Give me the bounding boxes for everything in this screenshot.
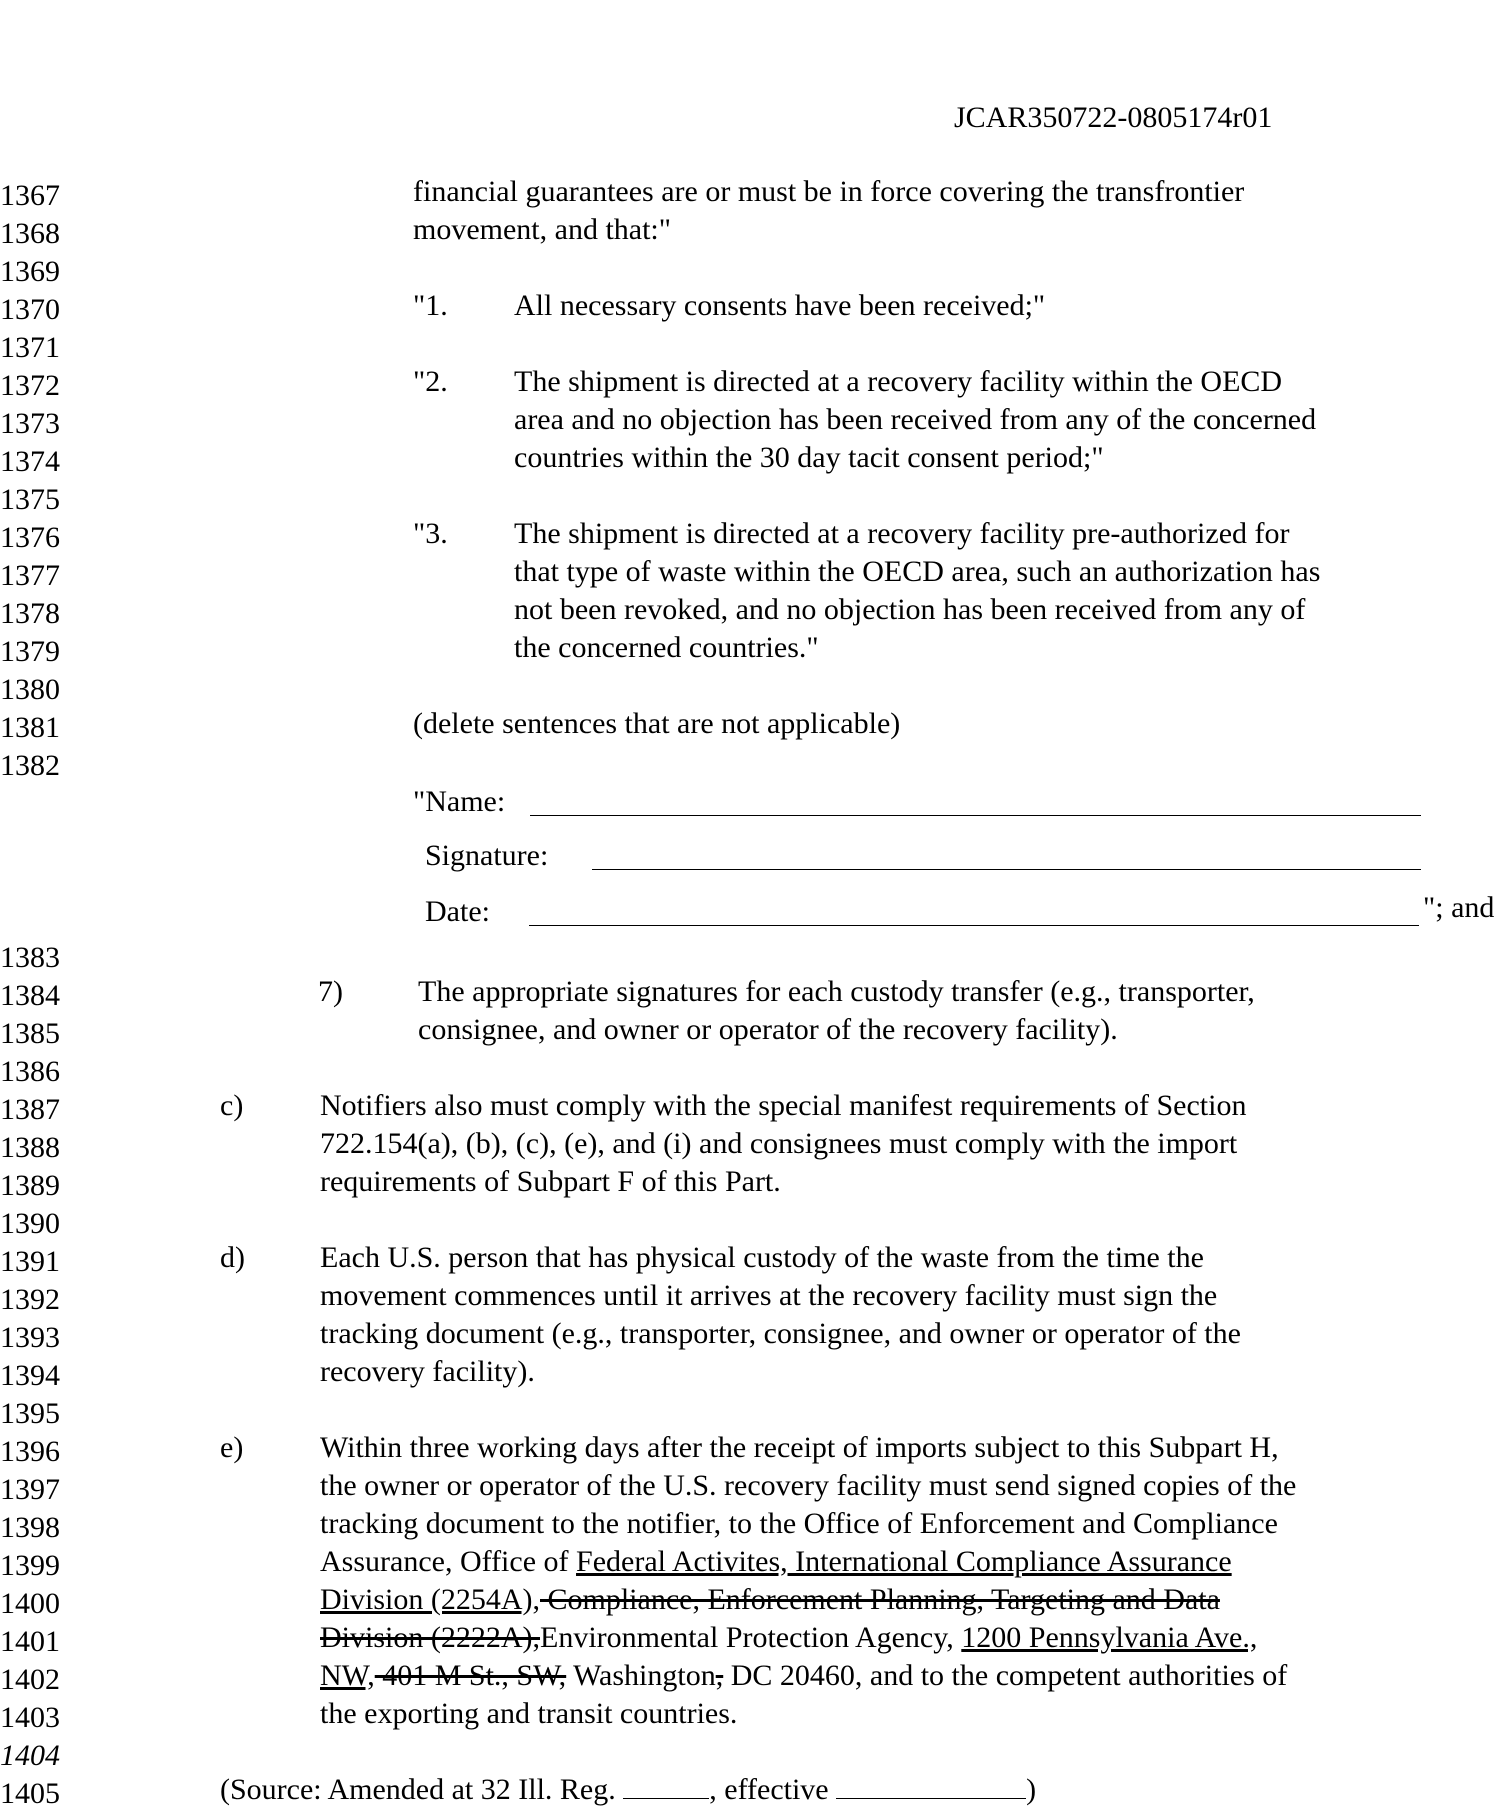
line-number: 1399 — [0, 1549, 60, 1582]
inserted-text: Federal Activites, International Compliance Assurance — [576, 1545, 1232, 1578]
inserted-text: NW, — [320, 1659, 375, 1692]
item-text: area and no objection has been received from any of the concerned — [514, 403, 1317, 436]
date-label: Date: — [425, 895, 490, 928]
paragraph-line — [320, 1582, 1220, 1618]
paragraph-label: c) — [220, 1089, 244, 1122]
inserted-text: Division (2254A), — [320, 1583, 540, 1616]
plain-text: Washington — [566, 1659, 716, 1692]
line-number: 1396 — [0, 1435, 60, 1468]
line-number: 1397 — [0, 1473, 60, 1506]
signature-line[interactable] — [592, 869, 1421, 870]
line-number: 1389 — [0, 1169, 60, 1202]
line-number: 1395 — [0, 1397, 60, 1430]
item-text: the concerned countries." — [514, 631, 819, 664]
paragraph-line: Notifiers also must comply with the special manifest requirements of Section — [320, 1089, 1247, 1122]
line-number: 1391 — [0, 1245, 60, 1278]
line-number: 1398 — [0, 1511, 60, 1544]
deleted-text: Compliance, Enforcement Planning, Targeting and Data — [540, 1583, 1220, 1616]
line-number: 1378 — [0, 597, 60, 630]
date-line[interactable] — [529, 925, 1419, 926]
line-number: 1377 — [0, 559, 60, 592]
item-number: 7) — [318, 975, 343, 1008]
source-text: (Source: Amended at 32 Ill. Reg. — [220, 1773, 624, 1806]
line-number: 1403 — [0, 1701, 60, 1734]
line-number: 1375 — [0, 483, 60, 516]
intro-line: movement, and that:" — [413, 213, 672, 246]
item-number: "2. — [413, 365, 448, 398]
intro-line: financial guarantees are or must be in force covering the transfrontier — [413, 175, 1245, 208]
line-number: 1387 — [0, 1093, 60, 1126]
deleted-text: Division (2222A), — [320, 1621, 540, 1654]
plain-text: DC 20460, and to the competent authorities of — [723, 1659, 1288, 1692]
paragraph-line: 722.154(a), (b), (c), (e), and (i) and consignees must comply with the import — [320, 1127, 1238, 1160]
name-line[interactable] — [530, 815, 1421, 816]
line-number: 1371 — [0, 331, 60, 364]
line-number: 1385 — [0, 1017, 60, 1050]
line-number: 1369 — [0, 255, 60, 288]
item-number: "3. — [413, 517, 448, 550]
line-number: 1368 — [0, 217, 60, 250]
item-text: countries within the 30 day tacit consent period;" — [514, 441, 1104, 474]
line-number: 1383 — [0, 941, 60, 974]
name-label: "Name: — [413, 785, 506, 818]
line-number: 1384 — [0, 979, 60, 1012]
line-number: 1405 — [0, 1777, 60, 1810]
line-number: 1386 — [0, 1055, 60, 1088]
paragraph-line: requirements of Subpart F of this Part. — [320, 1165, 781, 1198]
document-id: JCAR350722-0805174r01 — [954, 101, 1273, 134]
register-blank[interactable] — [623, 1772, 709, 1799]
line-number: 1367 — [0, 179, 60, 212]
line-number: 1372 — [0, 369, 60, 402]
paragraph-line — [320, 1658, 1287, 1694]
paragraph-line — [320, 1544, 1232, 1580]
source-text: ) — [1026, 1773, 1037, 1806]
line-number: 1401 — [0, 1625, 60, 1658]
deleted-text: , — [715, 1659, 724, 1692]
delete-note: (delete sentences that are not applicable) — [413, 707, 901, 740]
plain-text: Environmental Protection Agency, — [540, 1621, 962, 1654]
line-number: 1392 — [0, 1283, 60, 1316]
paragraph-line: Each U.S. person that has physical custody of the waste from the time the — [320, 1241, 1204, 1274]
date-suffix: "; and — [1423, 891, 1495, 924]
signature-label: Signature: — [425, 839, 549, 872]
effective-date-blank[interactable] — [836, 1772, 1026, 1799]
line-number: 1370 — [0, 293, 60, 326]
paragraph-line — [320, 1620, 1257, 1656]
line-number: 1390 — [0, 1207, 60, 1240]
line-number: 1374 — [0, 445, 60, 478]
item-text: that type of waste within the OECD area, such an authorization has — [514, 555, 1321, 588]
paragraph-label: d) — [220, 1241, 245, 1274]
plain-text: Assurance, Office of — [320, 1545, 577, 1578]
line-number: 1382 — [0, 749, 60, 782]
item-text: All necessary consents have been received;" — [514, 289, 1046, 322]
line-number: 1404 — [0, 1739, 60, 1772]
line-number: 1402 — [0, 1663, 60, 1696]
line-number: 1379 — [0, 635, 60, 668]
paragraph-line: tracking document to the notifier, to the Office of Enforcement and Compliance — [320, 1507, 1278, 1540]
item-text: The appropriate signatures for each custody transfer (e.g., transporter, — [418, 975, 1255, 1008]
line-number: 1400 — [0, 1587, 60, 1620]
inserted-text: 1200 Pennsylvania Ave., — [961, 1621, 1258, 1654]
paragraph-line: the exporting and transit countries. — [320, 1697, 738, 1730]
paragraph-line: Within three working days after the receipt of imports subject to this Subpart H, — [320, 1431, 1279, 1464]
deleted-text: 401 M St., SW, — [374, 1659, 567, 1692]
line-number: 1381 — [0, 711, 60, 744]
paragraph-line: the owner or operator of the U.S. recovery facility must send signed copies of the — [320, 1469, 1297, 1502]
item-text: The shipment is directed at a recovery facility within the OECD — [514, 365, 1283, 398]
item-text: The shipment is directed at a recovery facility pre-authorized for — [514, 517, 1290, 550]
item-number: "1. — [413, 289, 448, 322]
paragraph-line: movement commences until it arrives at the recovery facility must sign the — [320, 1279, 1218, 1312]
source-text: , effective — [709, 1773, 837, 1806]
paragraph-line: tracking document (e.g., transporter, consignee, and owner or operator of the — [320, 1317, 1241, 1350]
source-note — [220, 1772, 1036, 1808]
line-number: 1376 — [0, 521, 60, 554]
item-text: consignee, and owner or operator of the recovery facility). — [418, 1013, 1118, 1046]
item-text: not been revoked, and no objection has been received from any of — [514, 593, 1306, 626]
line-number: 1388 — [0, 1131, 60, 1164]
line-number: 1393 — [0, 1321, 60, 1354]
line-number: 1373 — [0, 407, 60, 440]
paragraph-line: recovery facility). — [320, 1355, 535, 1388]
line-number: 1380 — [0, 673, 60, 706]
line-number: 1394 — [0, 1359, 60, 1392]
paragraph-label: e) — [220, 1431, 244, 1464]
